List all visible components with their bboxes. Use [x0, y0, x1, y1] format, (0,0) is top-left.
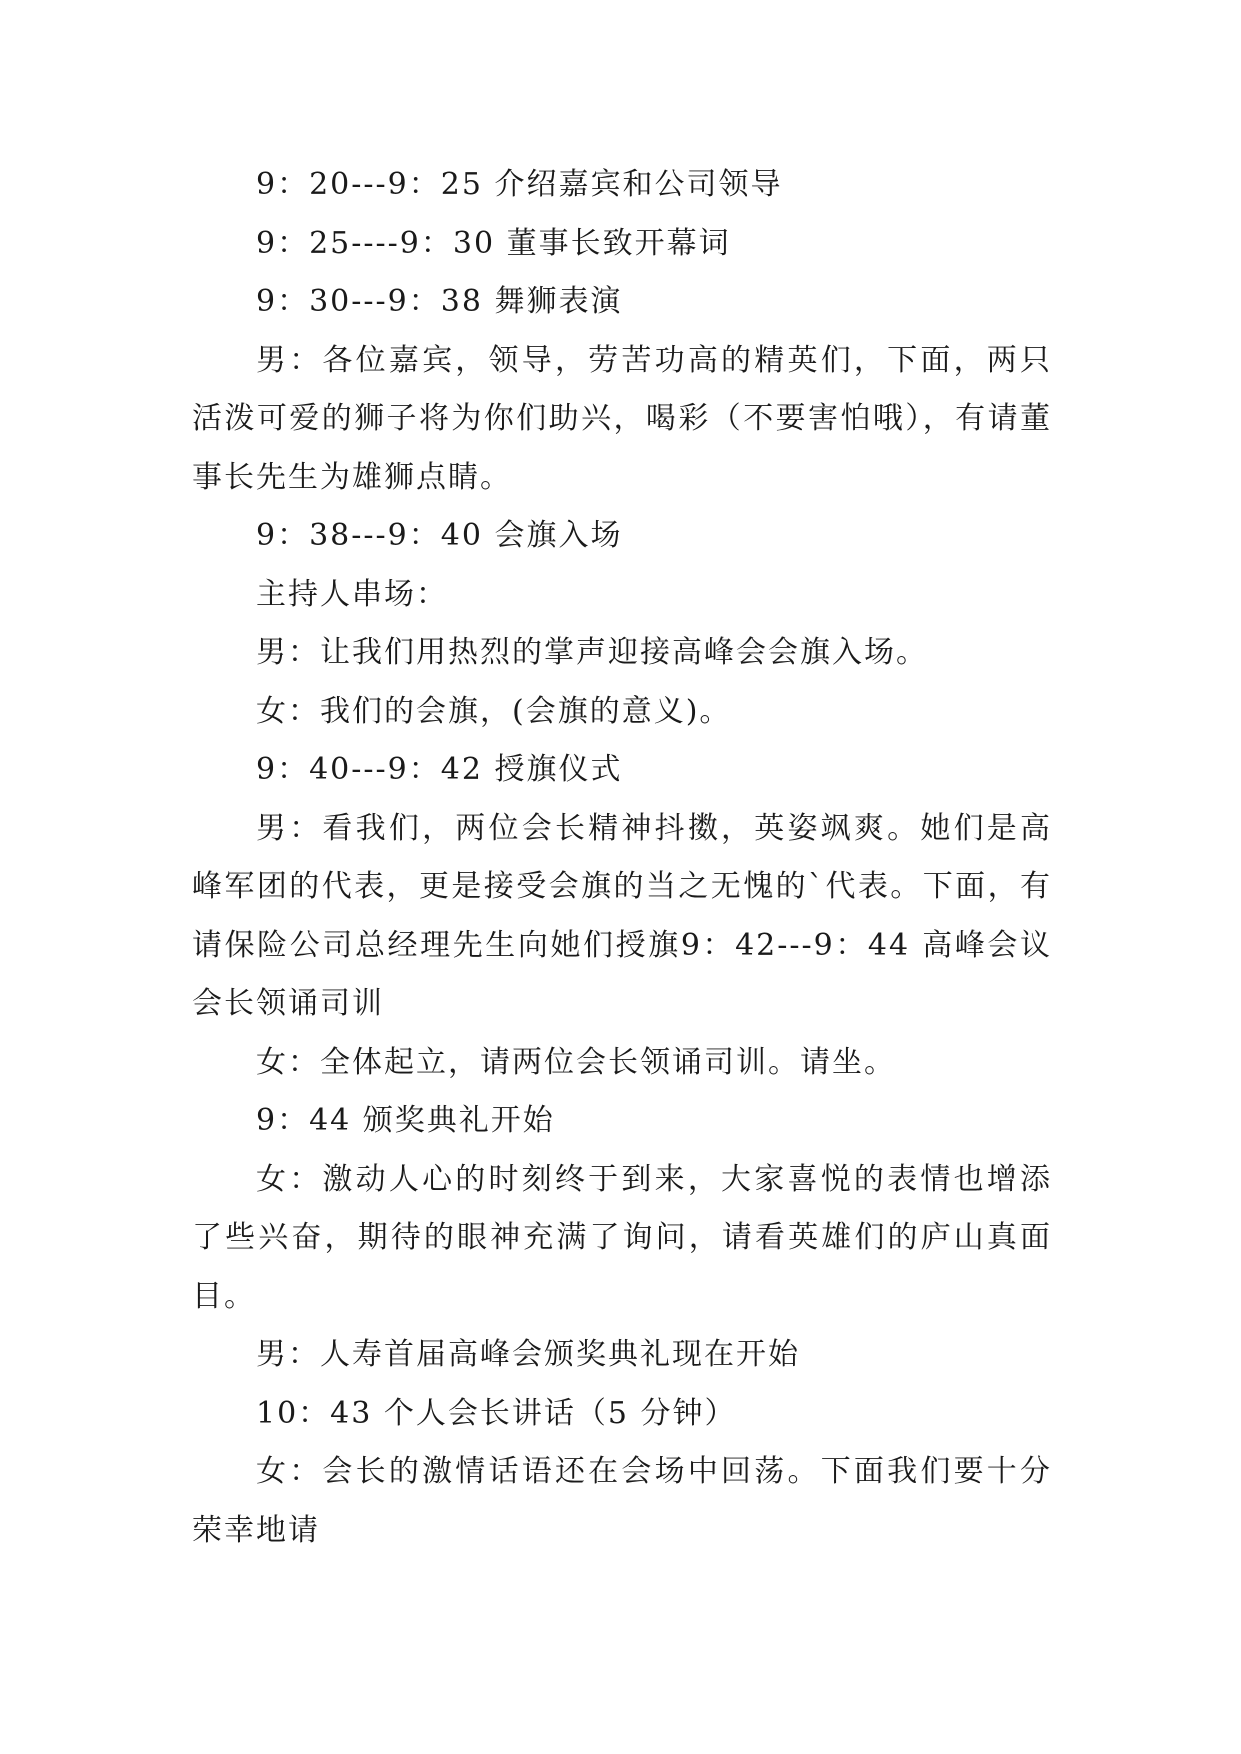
paragraph-2: 9：25----9：30 董事长致开幕词 [256, 225, 731, 261]
paragraph-10: 男：看我们，两位会长精神抖擞，英姿飒爽。她们是高峰军团的代表，更是接受会旗的当之无愧的`代表。下面，有请保险公司总经理先生向她们授旗9：42---9：44 高峰会议会长领诵司训 [192, 810, 1052, 1021]
paragraph-1: 9：20---9：25 介绍嘉宾和公司领导 [256, 167, 783, 202]
paragraph-4: 男：各位嘉宾，领导，劳苦功高的精英们，下面，两只活泼可爱的狮子将为你们助兴，喝彩（不要害怕哦），有请董事长先生为雄狮点睛。 [192, 342, 1052, 495]
paragraph-12: 9：44 颁奖典礼开始 [256, 1103, 555, 1138]
paragraph-11: 女：全体起立，请两位会长领诵司训。请坐。 [256, 1044, 896, 1080]
paragraph-16: 女：会长的激情话语还在会场中回荡。下面我们要十分荣幸地请 [192, 1454, 1052, 1548]
paragraph-15: 10：43 个人会长讲话（5 分钟） [256, 1395, 737, 1431]
paragraph-9: 9：40---9：42 授旗仪式 [256, 752, 623, 787]
paragraph-3: 9：30---9：38 舞狮表演 [256, 284, 623, 319]
paragraph-14: 男：人寿首届高峰会颁奖典礼现在开始 [256, 1337, 800, 1372]
paragraph-8: 女：我们的会旗，(会旗的意义)。 [256, 693, 732, 729]
paragraph-13: 女：激动人心的时刻终于到来，大家喜悦的表情也增添了些兴奋，期待的眼神充满了询问，请看英雄们的庐山真面目。 [192, 1161, 1052, 1314]
paragraph-7: 男：让我们用热烈的掌声迎接高峰会会旗入场。 [256, 635, 928, 670]
paragraph-6: 主持人串场： [256, 576, 448, 612]
document-body [192, 156, 1052, 1560]
paragraph-5: 9：38---9：40 会旗入场 [256, 518, 623, 553]
